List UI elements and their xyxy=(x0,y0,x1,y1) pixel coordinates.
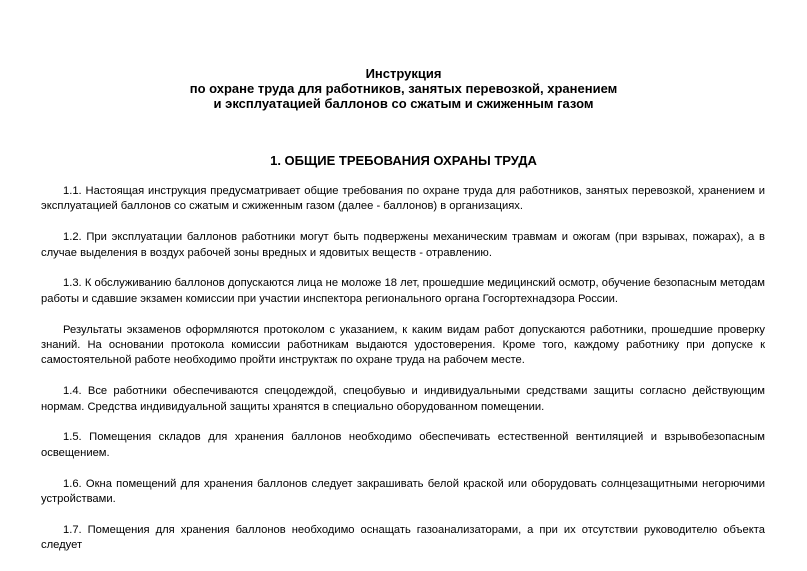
document-body xyxy=(41,184,765,569)
document-title xyxy=(0,66,807,111)
paragraph-1-1: 1.1. Настоящая инструкция предусматривает общие требования по охране труда для работников, занятых перевозкой, хранением и эксплуатацией баллонов со сжатым и сжиженным газом (далее - баллонов) в организациях. xyxy=(41,185,765,213)
paragraph-1-4: 1.4. Все работники обеспечиваются спецодеждой, спецобувью и индивидуальными средствами защиты согласно действующим нормам. Средства индивидуальной защиты хранятся в специально оборудованном помещении. xyxy=(41,385,765,413)
title-line-3: и эксплуатацией баллонов со сжатым и сжиженным газом xyxy=(213,96,594,111)
title-line-2: по охране труда для работников, занятых перевозкой, хранением xyxy=(189,81,618,96)
paragraph-1-2: 1.2. При эксплуатации баллонов работники могут быть подвержены механическим травмам и ожогам (при взрывах, пожарах), а в случае выделения в воздух рабочей зоны вредных и ядовитых веществ - отравлению. xyxy=(41,231,765,259)
paragraph-1-5: 1.5. Помещения складов для хранения баллонов необходимо обеспечивать естественной вентиляцией и взрывобезопасным освещением. xyxy=(41,431,765,459)
paragraph-1-6: 1.6. Окна помещений для хранения баллонов следует закрашивать белой краской или оборудовать солнцезащитными негорючими устройствами. xyxy=(41,477,765,506)
section-heading: 1. ОБЩИЕ ТРЕБОВАНИЯ ОХРАНЫ ТРУДА xyxy=(270,153,537,168)
title-line-1: Инструкция xyxy=(365,66,442,81)
paragraph-exam-results: Результаты экзаменов оформляются протоколом с указанием, к каким видам работ допускаются работники, прошедшие проверку знаний. На основании протокола комиссии работникам выдаются удостоверения. Кроме того, каждому работнику при допуске к самостоятельной работе необходимо пройти инструктаж по охране труда на рабочем месте. xyxy=(41,323,765,367)
paragraph-1-7: 1.7. Помещения для хранения баллонов необходимо оснащать газоанализаторами, а при их отсутствии руководителю объекта следует xyxy=(41,523,765,552)
paragraph-1-3: 1.3. К обслуживанию баллонов допускаются лица не моложе 18 лет, прошедшие медицинский осмотр, обучение безопасным методам работы и сдавшие экзамен комиссии при участии инспектора регионального органа Госгортехнадзора России. xyxy=(41,277,765,305)
